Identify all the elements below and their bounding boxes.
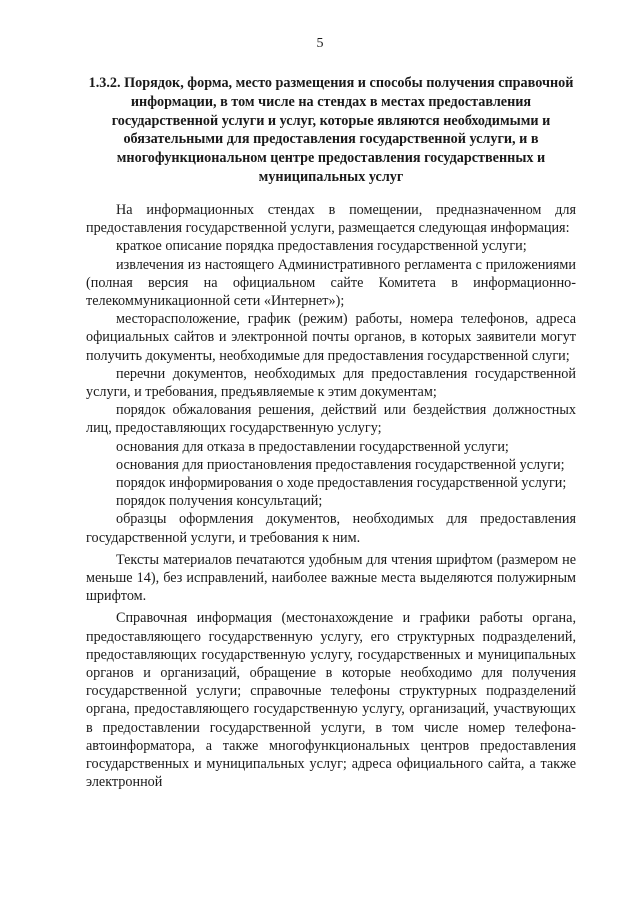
list-item-informing: порядок информирования о ходе предоставления государственной услуги; (116, 475, 567, 492)
list-item-extracts: извлечения из настоящего Административного регламента с приложениями (полная версия на официальном сайте Комитета в информационно-телекоммуникационной сети «Интернет»); (86, 256, 576, 310)
section-heading: 1.3.2. Порядок, форма, место размещения и способы получения справочной информации, в том числе на стендах в местах предоставления государственной услуги и услуг, которые являются необходимыми и обязательными для предоставления государственной услуги, и в многофункциональном центре предоставления государственных и муниципальных услуг (88, 75, 574, 185)
list-item-samples: образцы оформления документов, необходимых для предоставления государственной услуги, и требования к ним. (86, 511, 576, 546)
list-item-refusal: основания для отказа в предоставлении государственной услуги; (116, 438, 509, 455)
list-item-description: краткое описание порядка предоставления государственной услуги; (116, 238, 527, 255)
paragraph-font-requirements: Тексты материалов печатаются удобным для чтения шрифтом (размером не меньше 14), без исправлений, наиболее важные места выделяются полужирным шрифтом. (86, 551, 576, 605)
list-item-suspension: основания для приостановления предоставления государственной услуги; (116, 456, 565, 473)
list-item-location: месторасположение, график (режим) работы, номера телефонов, адреса официальных сайтов и электронной почты органов, в которых заявители могут получить документы, необходимые для предоставления государственной слуги; (86, 311, 576, 364)
paragraph-reference-info: Справочная информация (местонахождение и графики работы органа, предоставляющего государственную услугу, его структурных подразделений, предоставляющих государственную услугу, государственных и муниципальных органов и организаций, обращение в которые необходимо для получения государственной услуги; справочные телефоны структурных подразделений органа, предоставляющего государственную услугу, организаций, участвующих в предоставлении государственной услуги, в том числе номер телефона-автоинформатора, а также многофункциональных центров предоставления государственных и муниципальных услуг; адреса официального сайта, а также электронной (86, 610, 576, 791)
list-item-appeal: порядок обжалования решения, действий или бездействия должностных лиц, предоставляющих государственную услугу; (86, 402, 576, 437)
document-body (86, 201, 576, 792)
list-item-documents: перечни документов, необходимых для предоставления государственной услуги, и требования, предъявляемые к этим документам; (86, 365, 576, 401)
page-number: 5 (316, 36, 324, 51)
list-item-consultations: порядок получения консультаций; (116, 493, 323, 510)
paragraph-intro: На информационных стендах в помещении, предназначенном для предоставления государственной услуги, размещается следующая информация: (86, 202, 576, 237)
